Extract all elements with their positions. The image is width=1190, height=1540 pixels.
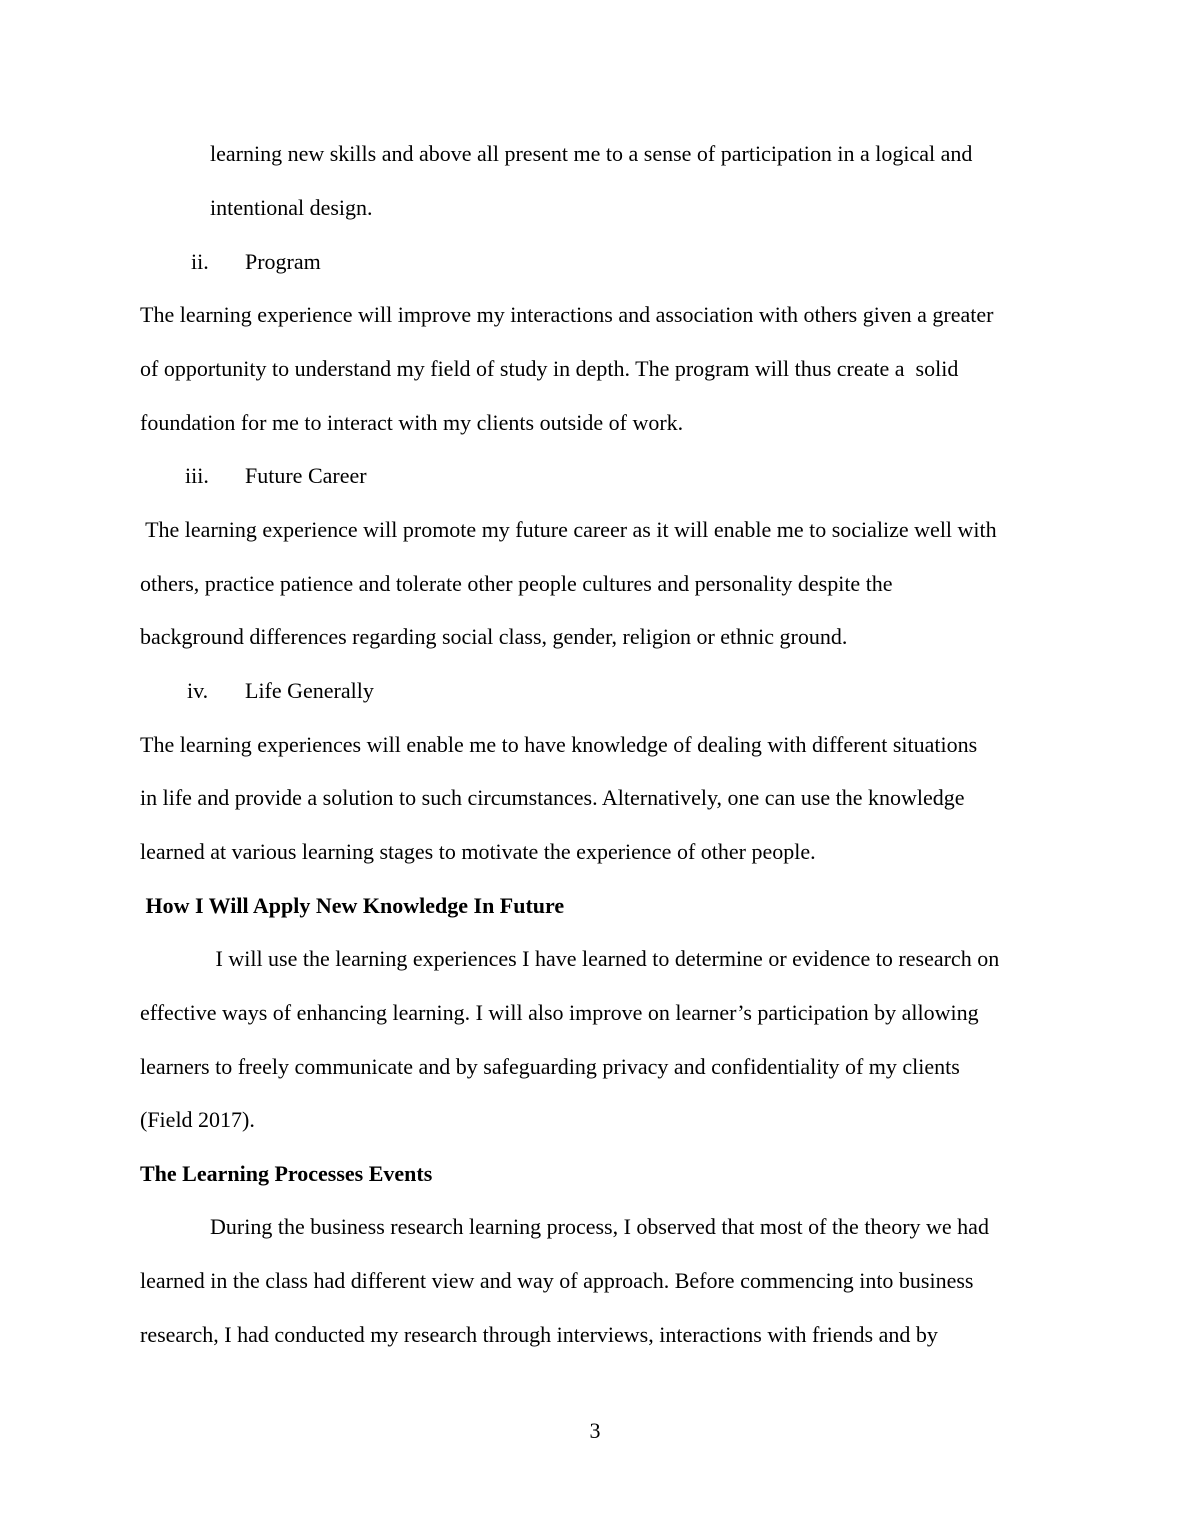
life-generally-line-1: The learning experiences will enable me to have knowledge of dealing with different situations xyxy=(140,732,978,757)
future-career-line-1: The learning experience will promote my future career as it will enable me to socialize well with xyxy=(140,517,997,542)
list-heading-future-career: Future Career xyxy=(245,463,367,488)
apply-line-4: (Field 2017). xyxy=(140,1107,255,1132)
list-numeral-iii: iii. xyxy=(185,463,209,488)
list-heading-life-generally: Life Generally xyxy=(245,678,374,703)
life-generally-line-2: in life and provide a solution to such circumstances. Alternatively, one can use the knowledge xyxy=(140,785,965,810)
list-heading-program: Program xyxy=(245,249,321,274)
page-number: 3 xyxy=(589,1418,601,1443)
program-line-2: of opportunity to understand my field of study in depth. The program will thus create a solid xyxy=(140,356,959,381)
future-career-line-3: background differences regarding social class, gender, religion or ethnic ground. xyxy=(140,624,848,649)
apply-line-1: I will use the learning experiences I have learned to determine or evidence to research on xyxy=(210,946,1000,971)
program-line-3: foundation for me to interact with my clients outside of work. xyxy=(140,410,684,435)
apply-line-2: effective ways of enhancing learning. I will also improve on learner’s participation by allowing xyxy=(140,1000,979,1025)
section-heading-apply: How I Will Apply New Knowledge In Future xyxy=(140,893,565,918)
program-line-1: The learning experience will improve my interactions and association with others given a greater xyxy=(140,302,994,327)
list-numeral-iv: iv. xyxy=(187,678,209,703)
processes-line-3: research, I had conducted my research through interviews, interactions with friends and by xyxy=(140,1322,938,1347)
intro-line-1: learning new skills and above all present me to a sense of participation in a logical and xyxy=(210,141,973,166)
processes-line-1: During the business research learning process, I observed that most of the theory we had xyxy=(210,1214,989,1239)
intro-line-2: intentional design. xyxy=(210,195,373,220)
future-career-line-2: others, practice patience and tolerate other people cultures and personality despite the xyxy=(140,571,893,596)
processes-line-2: learned in the class had different view and way of approach. Before commencing into business xyxy=(140,1268,974,1293)
list-numeral-ii: ii. xyxy=(191,249,209,274)
life-generally-line-3: learned at various learning stages to motivate the experience of other people. xyxy=(140,839,816,864)
section-heading-processes: The Learning Processes Events xyxy=(140,1161,433,1186)
apply-line-3: learners to freely communicate and by safeguarding privacy and confidentiality of my clients xyxy=(140,1054,960,1079)
